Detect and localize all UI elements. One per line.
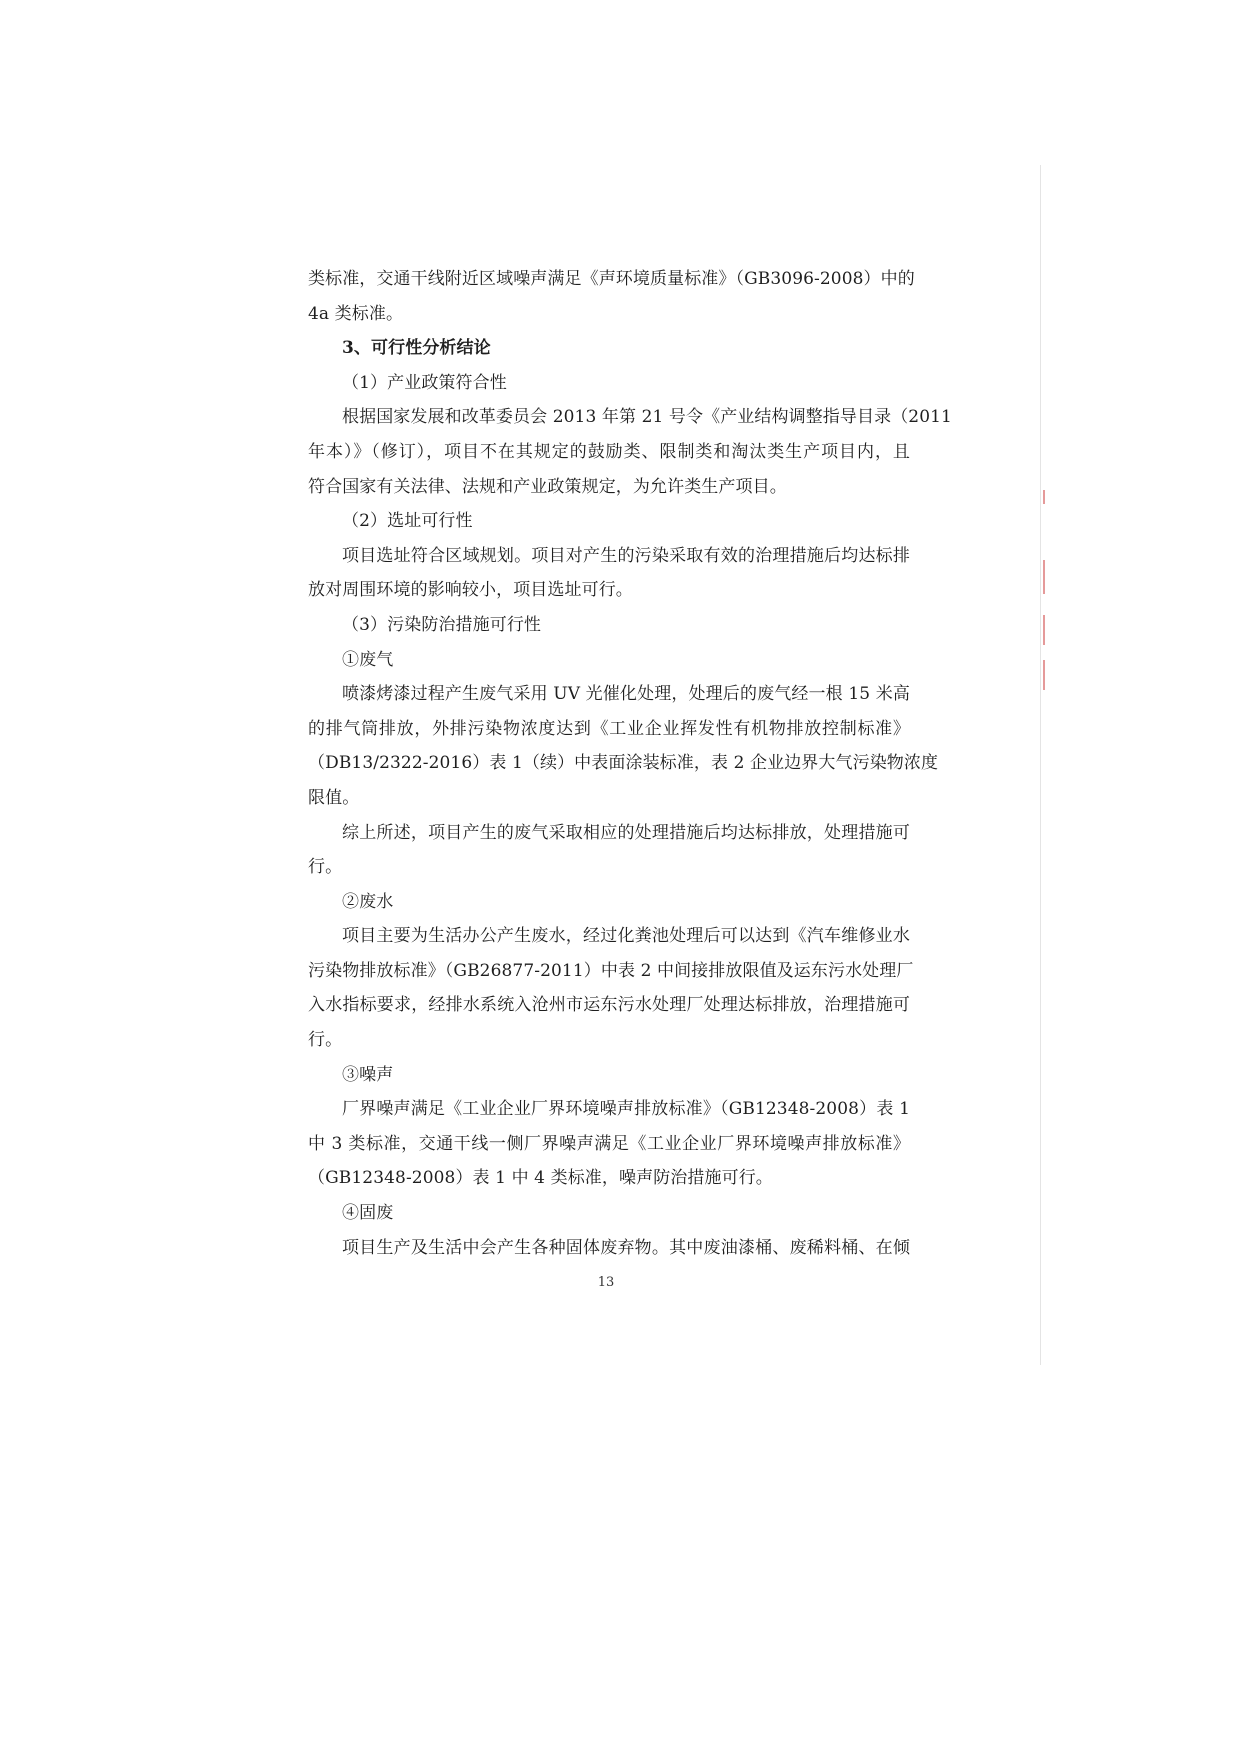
text-line: 限值。 [308,787,360,808]
text-line: 符合国家有关法律、法规和产业政策规定，为允许类生产项目。 [308,476,787,497]
text-line: （1）产业政策符合性 [342,372,507,393]
text-line: 3、可行性分析结论 [342,338,491,359]
text-line: （GB12348-2008）表 1 中 4 类标准，噪声防治措施可行。 [308,1168,773,1189]
text-line: 厂界噪声满足《工业企业厂界环境噪声排放标准》（GB12348-2008）表 1 [342,1099,910,1120]
text-line: （3）污染防治措施可行性 [342,614,542,635]
page-number: 13 [597,1275,615,1290]
text-line: 年本）》（修订），项目不在其规定的鼓励类、限制类和淘汰类生产项目内，且 [308,441,910,462]
text-line: ②废水 [342,891,394,912]
text-line: 综上所述，项目产生的废气采取相应的处理措施后均达标排放，处理措施可 [342,822,910,843]
text-line: ③噪声 [342,1064,394,1085]
scan-binding-edge [1040,165,1041,1365]
seal-fragment [1043,615,1045,645]
text-line: 中 3 类标准，交通干线一侧厂界噪声满足《工业企业厂界环境噪声排放标准》 [308,1133,910,1154]
seal-fragment [1043,490,1045,504]
text-line: 项目主要为生活办公产生废水，经过化粪池处理后可以达到《汽车维修业水 [342,926,910,947]
text-line: 放对周围环境的影响较小，项目选址可行。 [308,580,633,601]
text-line: ④固废 [342,1203,394,1224]
text-line: （DB13/2322-2016）表 1（续）中表面涂装标准，表 2 企业边界大气污染物浓度 [308,753,939,774]
seal-fragment [1043,660,1045,690]
body-text [308,262,952,1265]
seal-fragment [1043,560,1045,594]
text-line: 行。 [308,1030,343,1051]
text-line: ①废气 [342,649,394,670]
text-line: 入水指标要求，经排水系统入沧州市运东污水处理厂处理达标排放，治理措施可 [308,995,910,1016]
text-line: 根据国家发展和改革委员会 2013 年第 21 号令《产业结构调整指导目录（2011 [342,407,952,428]
text-line: 污染物排放标准》（GB26877-2011）中表 2 中间接排放限值及运东污水处理厂 [308,960,914,981]
text-line: 项目选址符合区域规划。项目对产生的污染采取有效的治理措施后均达标排 [342,545,910,566]
text-line: 的排气筒排放，外排污染物浓度达到《工业企业挥发性有机物排放控制标准》 [308,718,910,739]
text-line: 喷漆烤漆过程产生废气采用 UV 光催化处理，处理后的废气经一根 15 米高 [342,684,910,705]
text-line: 行。 [308,857,343,878]
text-line: 4a 类标准。 [308,303,404,324]
text-line: 项目生产及生活中会产生各种固体废弃物。其中废油漆桶、废稀料桶、在倾 [342,1237,910,1258]
text-line: （2）选址可行性 [342,511,473,532]
text-line: 类标准，交通干线附近区域噪声满足《声环境质量标准》（GB3096-2008）中的 [308,269,915,289]
